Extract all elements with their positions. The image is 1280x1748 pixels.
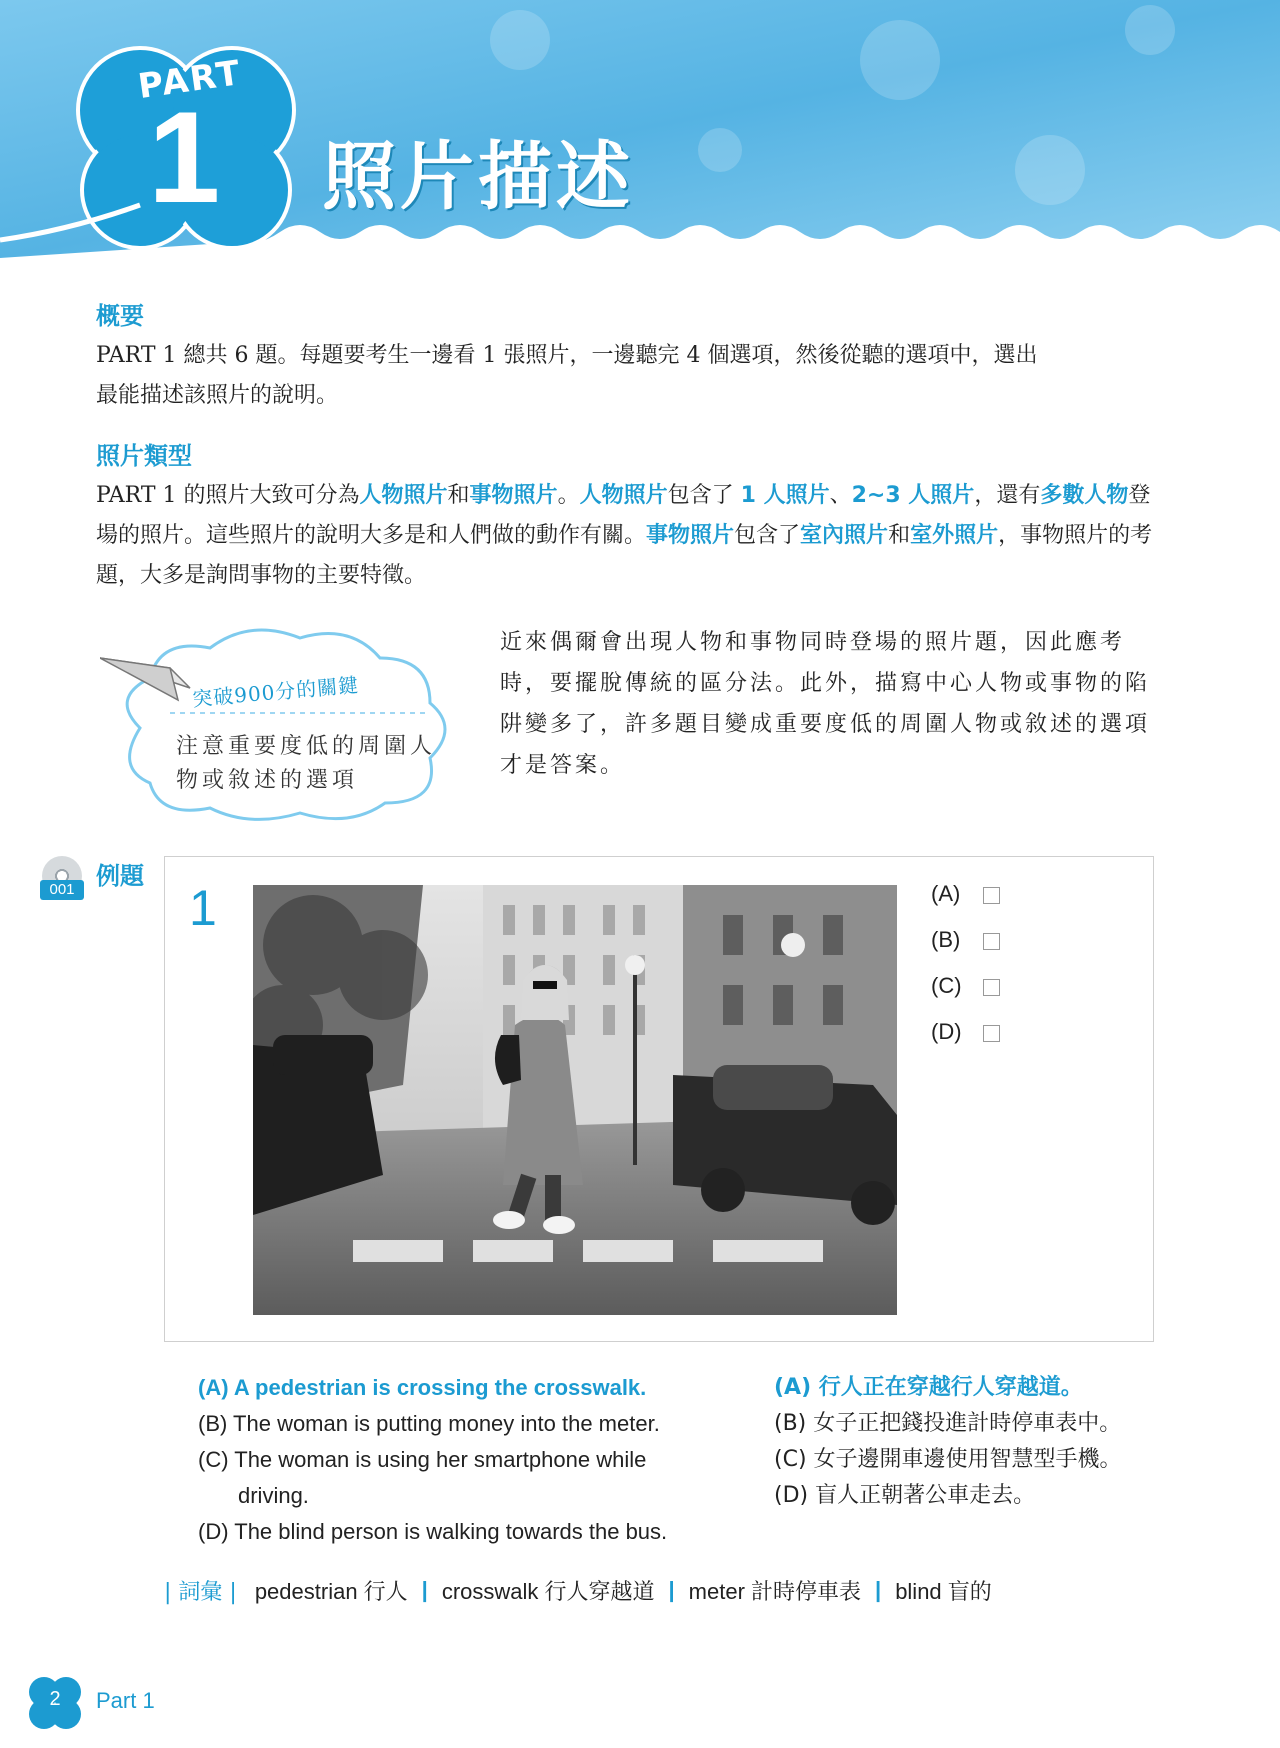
- overview-heading: 概要: [96, 302, 144, 330]
- text-segment: 和: [447, 483, 470, 508]
- vocab-item: blind 盲的: [895, 1578, 992, 1604]
- example-photo: [253, 885, 897, 1315]
- vocab-separator: |: [421, 1577, 428, 1602]
- example-box: [164, 856, 1154, 1342]
- text-segment: 包含了: [667, 483, 734, 508]
- page-title: 照片描述: [322, 134, 634, 220]
- vocabulary-bar: [164, 1572, 992, 1608]
- photo-types-heading: 照片類型: [96, 442, 192, 470]
- highlight-people-photo: 人物照片: [359, 483, 448, 508]
- text-segment: 和: [888, 523, 911, 548]
- track-number-badge: 001: [40, 880, 84, 900]
- option-zh-d: (D) 盲人正朝著公車走去。: [774, 1483, 1036, 1508]
- tip-text: 近來偶爾會出現人物和事物同時登場的照片題，因此應考時，要擺脫傳統的區分法。此外，描寫中心人物或事物的陷阱變多了，許多題目變成重要度低的周圍人物或敘述的選項才是答案。: [500, 630, 1151, 778]
- highlight-one-person: 1 人照片: [740, 483, 830, 508]
- vocab-separator: |: [875, 1577, 882, 1602]
- highlight-outdoor-photo: 室外照片: [910, 523, 999, 548]
- options-chinese: [774, 1370, 1174, 1514]
- highlight-object-photo: 事物照片: [469, 483, 558, 508]
- overview-line-1: PART 1 總共 6 題。每題要考生一邊看 1 張照片，一邊聽完 4 個選項，然後從聽的選項中，選出: [96, 343, 1038, 368]
- page-number: 2: [49, 1688, 61, 1710]
- question-number: 1: [189, 880, 217, 936]
- vocab-item: meter 計時停車表: [688, 1578, 862, 1604]
- highlight-indoor-photo: 室內照片: [800, 523, 889, 548]
- highlight-people-photo: 人物照片: [579, 483, 668, 508]
- answer-option-b: (B): [931, 927, 961, 952]
- tip-key-label: 突破900分的關鍵: [191, 672, 361, 712]
- vocab-separator: |: [668, 1577, 675, 1602]
- option-zh-b: (B) 女子正把錢投進計時停車表中。: [774, 1411, 1122, 1436]
- option-zh-c: (C) 女子邊開車邊使用智慧型手機。: [774, 1447, 1122, 1472]
- photo-types-paragraph: [96, 476, 1156, 596]
- overview-paragraph: [96, 336, 1156, 416]
- answer-checkbox-d[interactable]: [983, 1025, 1000, 1042]
- vocab-label: | 詞彙 |: [164, 1579, 237, 1605]
- option-en-c: (C) The woman is using her smartphone while: [198, 1447, 647, 1472]
- header-banner: [0, 0, 1280, 260]
- text-segment: 登場的照片。這些照片的說明大多是和人們做的動作有關。: [96, 483, 1151, 548]
- option-zh-a-correct: (A) 行人正在穿越行人穿越道。: [774, 1375, 1083, 1400]
- footer-part-label: Part 1: [96, 1688, 155, 1713]
- answer-checkbox-c[interactable]: [983, 979, 1000, 996]
- option-en-a-correct: (A) A pedestrian is crossing the crosswalk.: [198, 1375, 647, 1400]
- tip-body: 注意重要度低的周圍人物或敘述的選項: [176, 734, 437, 793]
- answer-option-d: (D): [931, 1019, 962, 1044]
- part-number: 1: [148, 84, 221, 230]
- highlight-two-three-people: 2~3 人照片: [851, 483, 975, 508]
- option-en-d: (D) The blind person is walking towards the bus.: [198, 1519, 668, 1544]
- text-segment: ，事物照片的考題，大多是詢問事物的主要特徵。: [96, 523, 1153, 588]
- highlight-many-people: 多數人物: [1040, 483, 1129, 508]
- answer-option-c: (C): [931, 973, 962, 998]
- option-en-b: (B) The woman is putting money into the meter.: [198, 1411, 660, 1436]
- option-en-c-continued: driving.: [238, 1483, 309, 1508]
- highlight-object-photo: 事物照片: [646, 523, 735, 548]
- text-segment: 包含了: [734, 523, 801, 548]
- overview-line-2: 最能描述該照片的說明。: [96, 383, 339, 408]
- answer-checkbox-b[interactable]: [983, 933, 1000, 950]
- tip-cloud: [100, 618, 470, 828]
- text-segment: ，還有: [974, 483, 1041, 508]
- answer-option-a: (A): [931, 881, 961, 906]
- part-label: PART: [135, 52, 245, 108]
- example-heading: 例題: [96, 862, 144, 890]
- vocab-item: pedestrian 行人: [254, 1578, 408, 1604]
- vocab-item: crosswalk 行人穿越道: [441, 1578, 655, 1604]
- text-segment: PART 1 的照片大致可分為: [96, 483, 360, 508]
- options-english: [198, 1370, 758, 1550]
- text-segment: 、: [829, 483, 852, 508]
- text-segment: 。: [557, 483, 580, 508]
- answer-checkbox-a[interactable]: [983, 887, 1000, 904]
